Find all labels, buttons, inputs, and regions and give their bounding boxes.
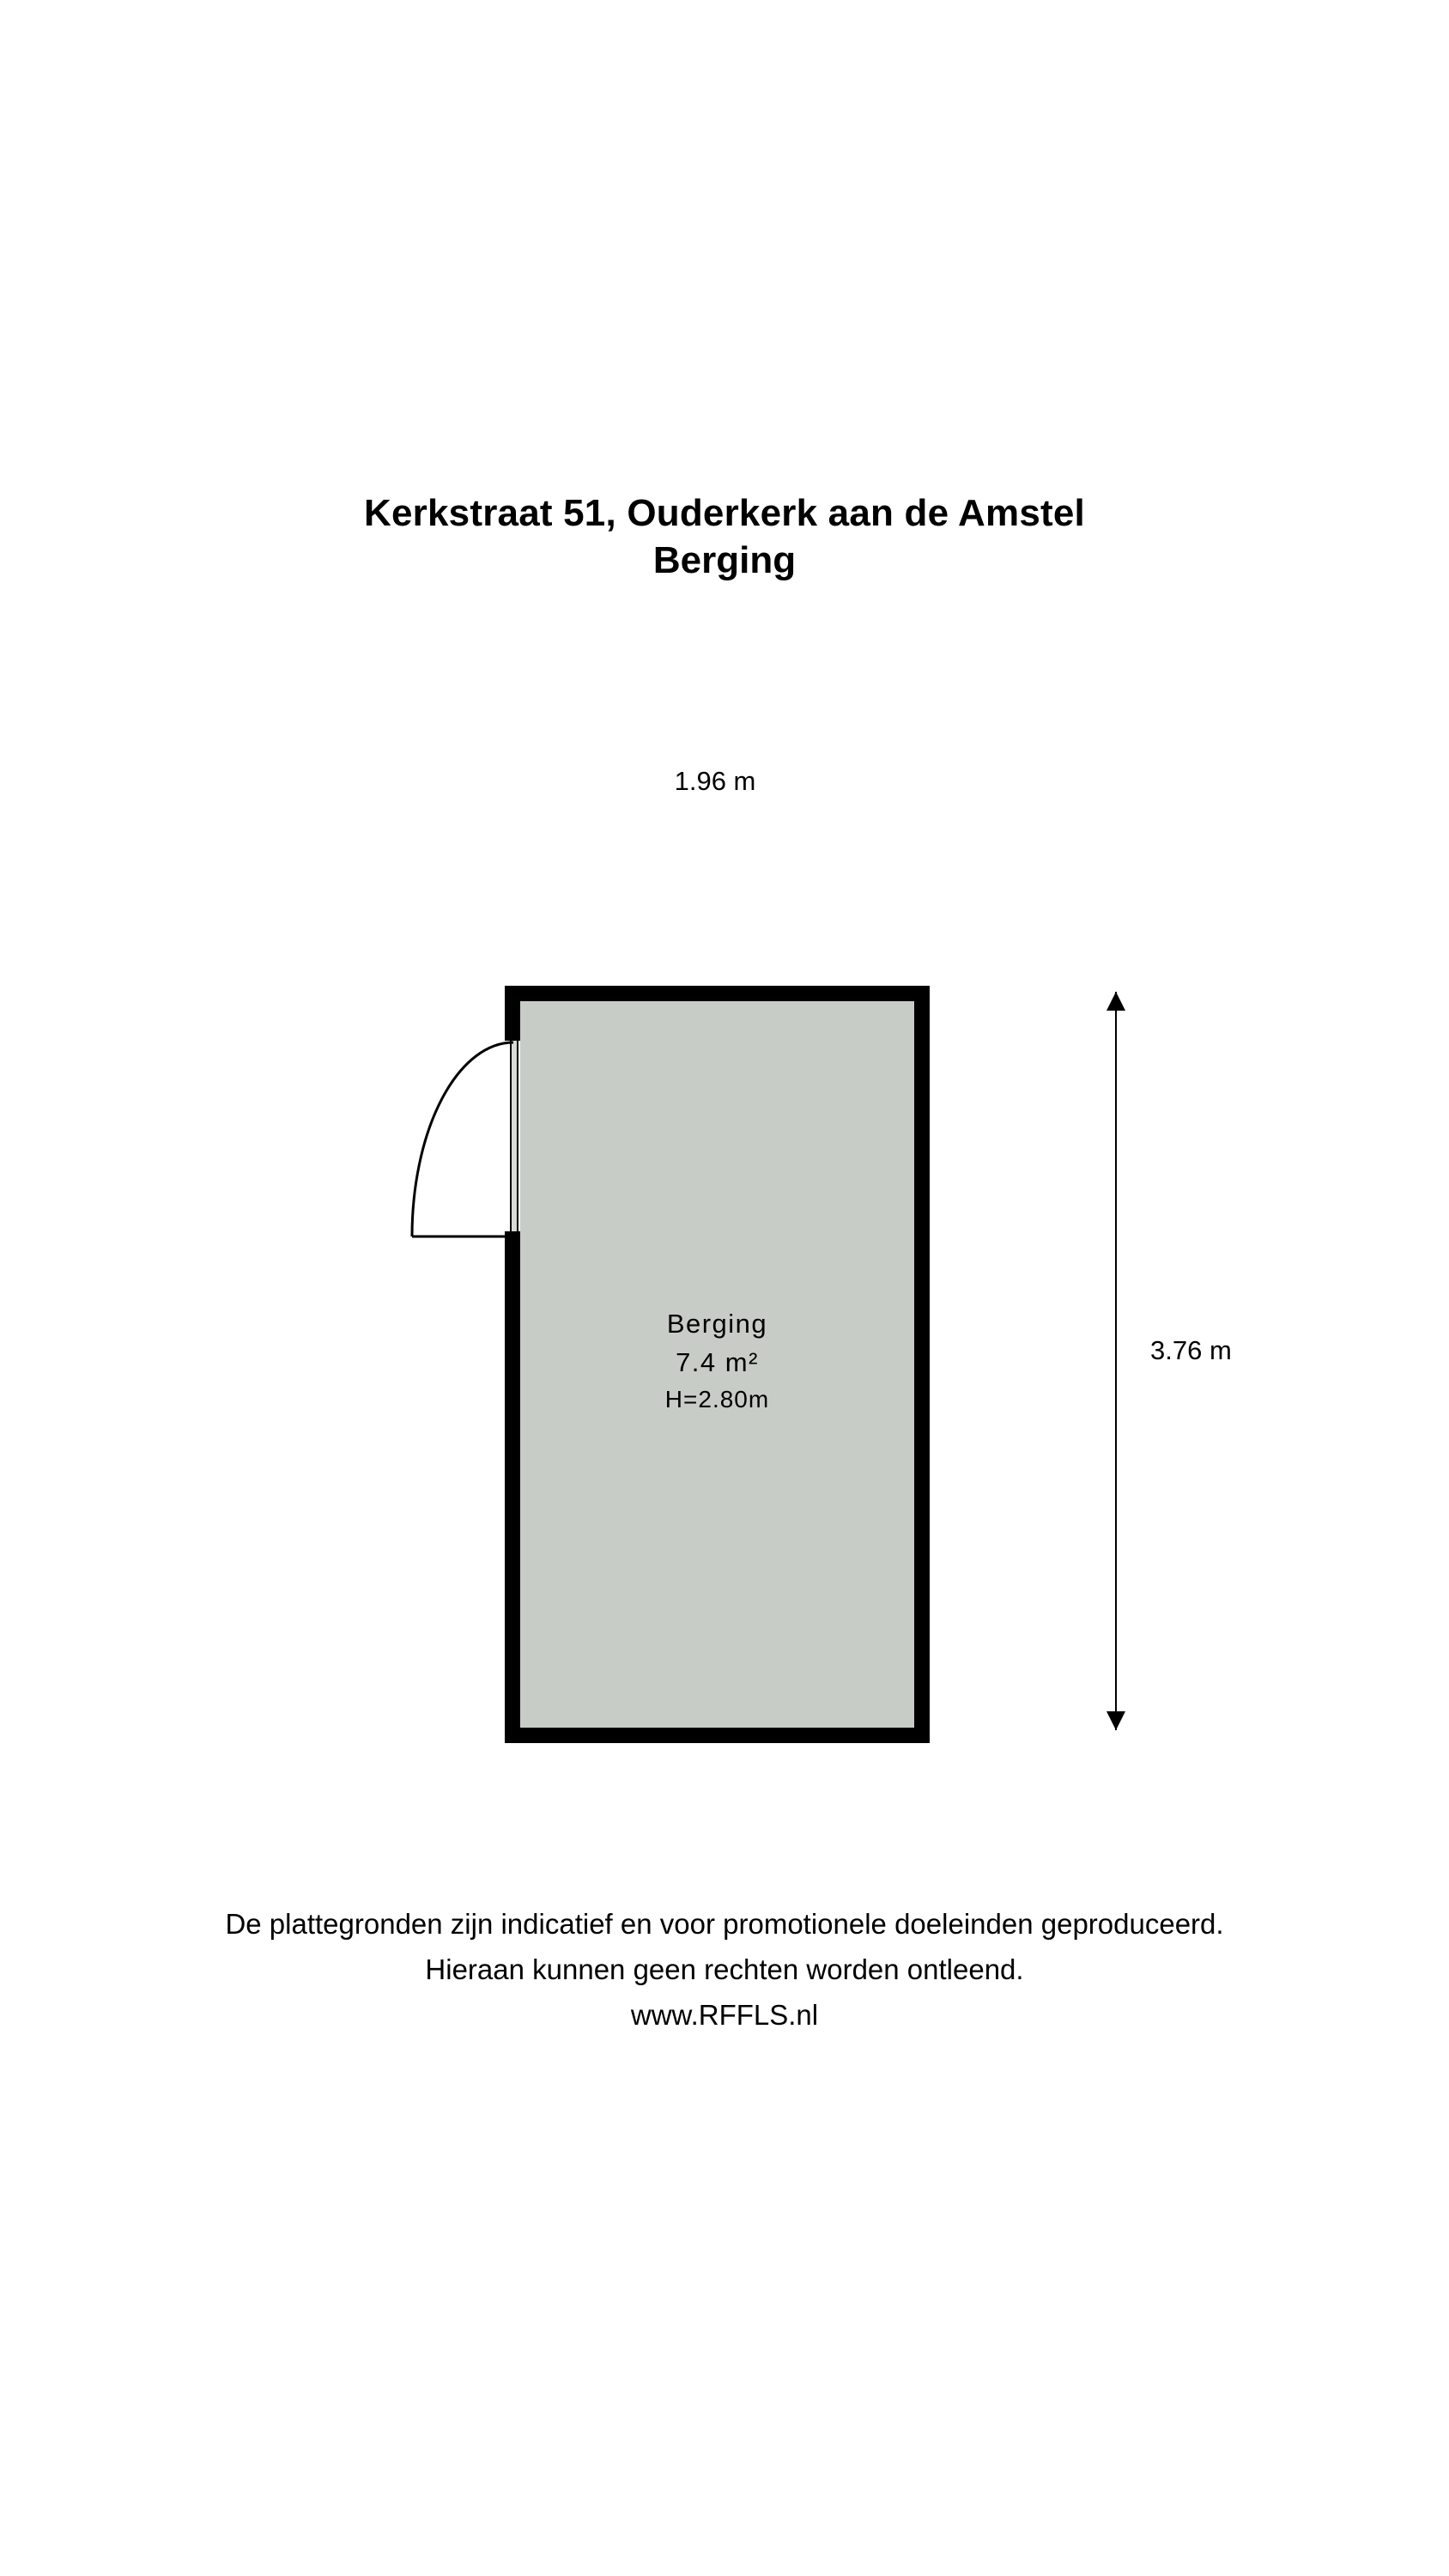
height-dimension-label: 3.76 m <box>1150 1335 1232 1365</box>
website-url: www.RFFLS.nl <box>630 1998 819 2031</box>
room-label-group <box>505 1305 930 1417</box>
width-dimension <box>522 756 908 807</box>
arrow-up-icon <box>1106 992 1125 1011</box>
room-name: Berging <box>666 1309 768 1339</box>
room-ceiling-height: H=2.80m <box>664 1385 770 1413</box>
room-area: 7.4 m² <box>676 1346 759 1377</box>
footer-disclaimer <box>0 1902 1449 2038</box>
width-dimension-label: 1.96 m <box>522 764 908 799</box>
title-floor: Berging <box>652 539 797 581</box>
height-dimension <box>1090 992 1142 1730</box>
disclaimer-line-2: Hieraan kunnen geen rechten worden ontleend. <box>425 1953 1024 1985</box>
title-address: Kerkstraat 51, Ouderkerk aan de Amstel <box>364 492 1085 534</box>
arrow-down-icon <box>1106 1711 1125 1730</box>
disclaimer-line-1: De plattegronden zijn indicatief en voor promotionele doeleinden geproduceerd. <box>225 1908 1224 1940</box>
door-swing-arc-icon <box>410 1041 517 1238</box>
height-dimension-line <box>1115 992 1117 1730</box>
